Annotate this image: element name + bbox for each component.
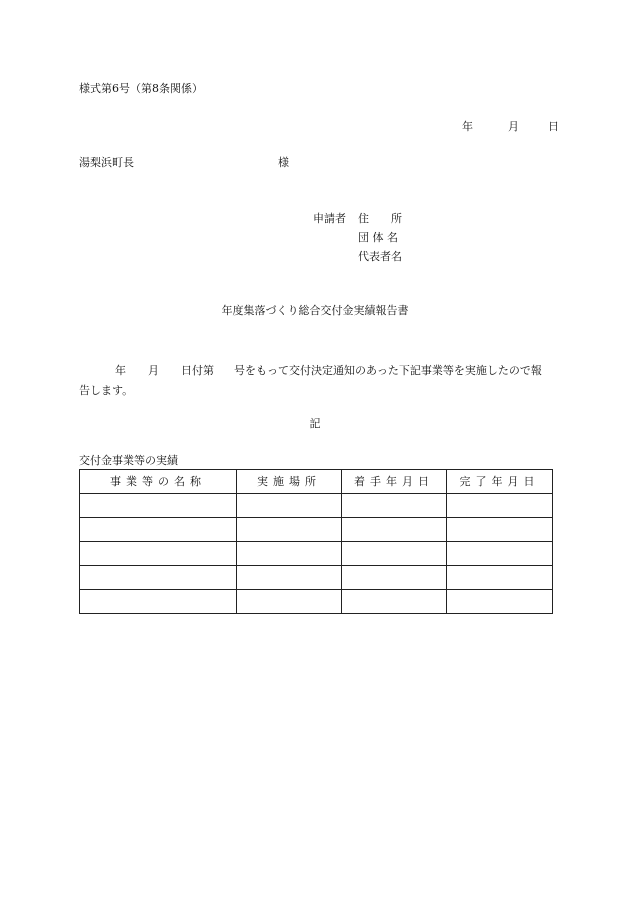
document-title: 年度集落づくり総合交付金実績報告書 [221, 304, 409, 317]
recipient-suffix: 様 [278, 156, 289, 169]
table-row [80, 542, 553, 566]
table-row [80, 590, 553, 614]
table-cell[interactable] [237, 590, 342, 614]
table-cell[interactable] [237, 542, 342, 566]
body-month: 月 [148, 364, 159, 377]
applicant-representative-label: 代表者名 [358, 250, 402, 263]
header-start-date: 着手年月日 [342, 470, 447, 494]
table-cell[interactable] [80, 542, 237, 566]
date-month-label: 月 [508, 120, 519, 133]
table-cell[interactable] [237, 566, 342, 590]
table-caption: 交付金事業等の実績 [79, 454, 178, 467]
applicant-organization-label: 団 体 名 [358, 231, 398, 244]
table-cell[interactable] [237, 518, 342, 542]
body-year: 年 [115, 364, 126, 377]
date-line [462, 121, 559, 132]
date-year-label: 年 [462, 120, 473, 133]
records-table [79, 469, 553, 614]
table-cell[interactable] [447, 518, 553, 542]
table-cell[interactable] [447, 542, 553, 566]
recipient-name: 湯梨浜町長 [79, 156, 134, 169]
header-location: 実施場所 [237, 470, 342, 494]
table-cell[interactable] [447, 494, 553, 518]
table-header-row [80, 470, 553, 494]
table-row [80, 494, 553, 518]
header-completion-date: 完了年月日 [447, 470, 553, 494]
table-cell[interactable] [80, 518, 237, 542]
table-cell[interactable] [342, 590, 447, 614]
table-cell[interactable] [80, 590, 237, 614]
table-cell[interactable] [80, 494, 237, 518]
table-cell[interactable] [80, 566, 237, 590]
table-cell[interactable] [342, 518, 447, 542]
table-row [80, 518, 553, 542]
body-text: 号をもって交付決定通知のあった下記事業等を実施したので報告します。 [79, 364, 542, 397]
table-cell[interactable] [342, 494, 447, 518]
table-cell[interactable] [237, 494, 342, 518]
table-cell[interactable] [447, 590, 553, 614]
table-cell[interactable] [342, 542, 447, 566]
ki-heading: 記 [309, 417, 321, 430]
table-row [80, 566, 553, 590]
applicant-label: 申請者 [313, 212, 346, 225]
body-paragraph [79, 361, 551, 401]
header-project-name: 事業等の名称 [80, 470, 237, 494]
table-cell[interactable] [342, 566, 447, 590]
table-cell[interactable] [447, 566, 553, 590]
date-day-label: 日 [548, 120, 559, 133]
form-number: 様式第6号（第8条関係） [79, 82, 203, 95]
body-date-suffix: 日付第 [181, 364, 214, 377]
applicant-address-label: 住 所 [358, 212, 402, 225]
